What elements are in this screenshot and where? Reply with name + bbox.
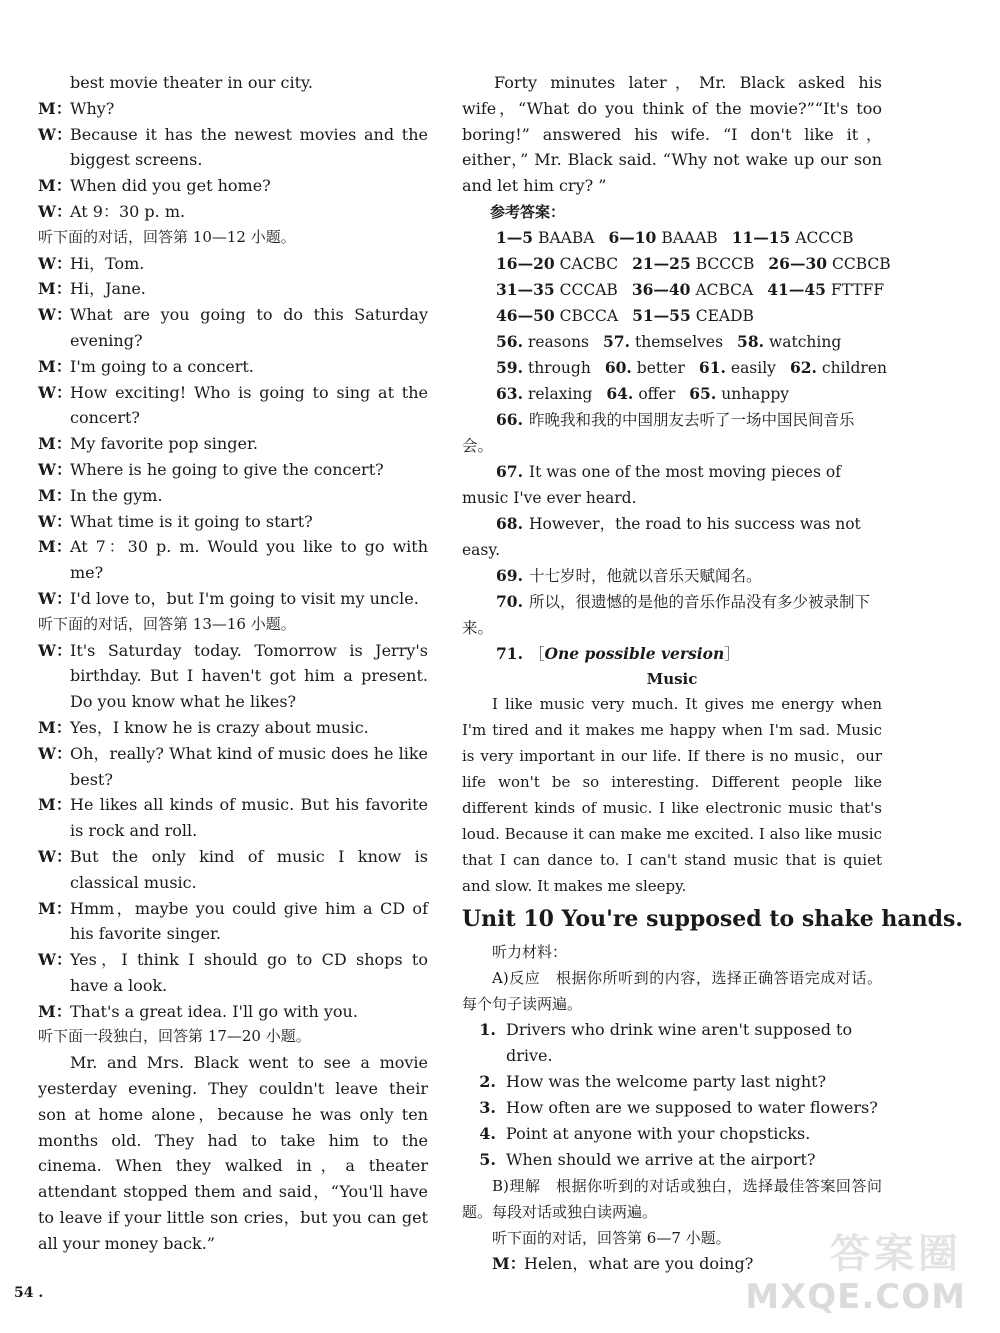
answer-range: 1—5 [496,227,534,247]
item-number: 66. [496,409,523,429]
answer-range: 51—55 [632,305,691,325]
answer-entry [496,307,618,325]
answer-range: 63. [496,383,523,403]
watermark-logo [745,1231,988,1327]
speaker: W： [38,382,72,402]
speaker: W： [38,201,72,221]
answer-range: 58. [737,331,765,351]
answer-line [462,303,882,329]
item-number: 67. [496,461,523,481]
dialog-line [38,483,428,509]
page-number: 54 . [14,1285,44,1301]
speaker: W： [38,640,72,660]
monologue-paragraph: Mr. and Mrs. Black went to see a movie yesterday evening. They couldn't leave their son at home alone，because he was only ten months old. They had to take him to the cinema. When they walked in，a theater attendant stopped them and said，“You'll have to leave if your little son cries，but you can get all your money back.” [38,1053,428,1253]
answer-value: children [821,358,887,377]
speaker: W： [38,743,72,763]
speaker: W： [38,459,72,479]
answer-entry [496,281,618,299]
answer-range: 56. [496,331,523,351]
answer-value: FTTFF [830,280,885,299]
answer-entry [632,255,754,273]
answer-value: through [527,358,591,377]
utterance: Because it has the newest movies and the biggest screens. [70,124,428,170]
answer-entry [496,359,591,377]
answer-entry [737,333,841,351]
listening-label: 听力材料： [492,942,568,961]
answer-value: relaxing [527,384,593,403]
answer-range: 31—35 [496,279,555,299]
answer-value: BCCCB [695,254,755,273]
question-number: 1. [479,1019,496,1039]
answer-entry [496,333,589,351]
dialog-line [38,431,428,457]
question-text: Point at anyone with your chopsticks. [506,1123,811,1143]
answer-item [462,511,882,563]
utterance: What time is it going to start? [70,511,313,531]
answer-range: 64. [606,383,634,403]
dialog-line [38,792,428,844]
answer-range: 62. [789,357,817,377]
speaker: M： [38,485,72,505]
answer-value: ACBCA [695,280,754,299]
answer-value: watching [769,332,842,351]
speaker: W： [38,124,72,144]
answer-entry [732,229,854,247]
essay-body: I like music very much. It gives me energy when I'm tired and it makes me happy when I'm sad. Music is very important in our life. If there is no music，our life won't be so interesting. Different people like different kinds of music. I like electronic music that's loud. Because it can make me excited. I also like music that I can dance to. I can't stand music that is quiet and slow. It makes me sleepy. [462,694,882,895]
question-text: Drivers who drink wine aren't supposed to drive. [506,1019,853,1065]
answer-range: 6—10 [608,227,657,247]
bracket-close: ］ [724,644,740,663]
dialog-line [38,302,428,354]
answer-entry [605,359,685,377]
question-text: How was the welcome party last night? [506,1071,827,1091]
question-text: How often are we supposed to water flowers? [506,1097,878,1117]
dialog-line [38,122,428,174]
dialog-line [38,457,428,483]
utterance: Where is he going to give the concert? [70,459,384,479]
answer-line [462,381,882,407]
speaker: M： [38,98,72,118]
answer-entry [767,281,884,299]
dialog-line [38,999,428,1025]
answer-value: CCBCB [832,254,891,273]
speaker: M： [38,1001,72,1021]
utterance: Yes，I know he is crazy about music. [70,717,369,737]
answer-entry [699,359,776,377]
answer-entry [603,333,723,351]
utterance: How exciting! Who is going to sing at the concert? [70,382,428,428]
answer-value: offer [638,384,676,403]
translation-items [462,407,882,641]
answer-item [462,563,882,589]
dialog-line [38,638,428,715]
answer-range: 36—40 [631,279,691,299]
answer-value: CACBC [559,254,619,273]
item-text: It was one of the most moving pieces of music I've ever heard. [462,462,841,507]
answer-entry [689,385,789,403]
question [462,1121,882,1147]
listening-instruction: 听下面的对话，回答第 10—12 小题。 [38,227,296,246]
answer-value: CEADB [695,306,754,325]
dialog-line [38,173,428,199]
utterance: Oh，really? What kind of music does he like best? [70,743,428,789]
dialog-line [38,586,428,612]
answer-entry [496,385,592,403]
story-ending: Forty minutes later，Mr. Black asked his wife，“What do you think of the movie?”“It's too boring!” answered his wife. “I don't like it，either，” Mr. Black said. “Why not wake up our son and let him cry? ” [462,73,882,196]
dialog-line [38,199,428,225]
answer-key [462,225,891,407]
utterance: Why? [70,98,115,118]
item-text: 昨晚我和我的中国朋友去听了一场中国民间音乐会。 [462,410,855,455]
answer-range: 65. [689,383,717,403]
question-text: When should we arrive at the airport? [506,1149,816,1169]
speaker: M： [38,279,72,299]
answer-entry [632,307,754,325]
section-b-instruction: B)理解 根据你听到的对话或独白，选择最佳答案回答问题。每段对话或独白读两遍。 [462,1176,882,1221]
unit-heading: Unit 10 You're supposed to shake hands. [462,905,964,932]
utterance: It's Saturday today. Tomorrow is Jerry's birthday. But I haven't got him a present. Do you know what he likes? [70,640,428,712]
answer-value: better [636,358,685,377]
answer-value: unhappy [721,384,790,403]
answer-item [462,459,882,511]
answer-range: 41—45 [767,279,826,299]
dialog-continuation: best movie theater in our city. [70,73,314,92]
utterance: Hi，Tom. [70,253,145,273]
instruction-6-7: 听下面的对话，回答第 6—7 小题。 [492,1228,731,1247]
answer-item [462,407,882,459]
answer-line [462,329,882,355]
utterance: Yes，I think I should go to CD shops to have a look. [70,950,428,995]
question-number: 5. [479,1149,496,1169]
dialog-line [38,251,428,277]
answer-line [462,251,891,277]
listening-instruction: 听下面一段独白，回答第 17—20 小题。 [38,1027,311,1046]
utterance: At 7：30 p. m. Would you like to go with me? [70,537,428,583]
utterance: What are you going to do this Saturday evening? [70,305,428,350]
utterance: Helen，what are you doing? [524,1253,754,1273]
question [462,1069,882,1095]
speaker: M： [38,356,72,376]
dialog-line [38,276,428,302]
answer-value: BAAAB [661,228,718,247]
answer-entry [632,281,753,299]
answer-range: 11—15 [731,227,791,247]
dialog-line [38,96,428,122]
dialog-line [38,380,428,432]
dialog-line [38,534,428,586]
answer-entry [790,359,887,377]
dialog-line [38,715,428,741]
utterance: I'm going to a concert. [70,356,254,376]
utterance: Hmm，maybe you could give him a CD of his favorite singer. [70,898,428,944]
utterance: In the gym. [70,485,163,505]
answer-range: 46—50 [496,305,555,325]
answer-entry [768,255,890,273]
speaker: W： [38,588,72,608]
speaker: M： [38,795,72,815]
speaker: M： [38,434,72,454]
item-text: 所以，很遗憾的是他的音乐作品没有多少被录制下来。 [462,592,870,637]
answer-value: ACCCB [795,228,854,247]
dialog-line [38,741,428,793]
item-text: 十七岁时，他就以音乐天赋闻名。 [528,566,762,585]
answer-value: themselves [634,332,724,351]
speaker: M： [38,176,72,196]
answer-line [462,225,882,251]
item-71 [462,641,882,667]
speaker: W： [38,305,72,325]
answer-range: 21—25 [632,253,691,273]
item-number: 70. [496,591,523,611]
answer-range: 57. [603,331,630,351]
speaker: M： [492,1253,526,1273]
answer-range: 26—30 [768,253,828,273]
question [462,1147,882,1173]
answer-range: 61. [698,357,726,377]
answer-value: CBCCA [559,306,619,325]
item-number: 68. [496,513,523,533]
speaker: W： [38,950,72,970]
question-list [462,1017,882,1173]
bracket-open: ［ [528,644,545,663]
question-number: 2. [479,1071,496,1091]
answer-range: 16—20 [496,253,555,273]
item-number: 71. [496,643,523,663]
answer-entry [496,255,618,273]
answer-range: 59. [496,357,523,377]
utterance: When did you get home? [70,176,271,196]
item-text: However，the road to his success was not easy. [462,514,861,559]
answer-value: reasons [527,332,590,351]
utterance: He likes all kinds of music. But his favorite is rock and roll. [70,795,428,841]
utterance: At 9：30 p. m. [70,201,186,221]
utterance: But the only kind of music I know is classical music. [70,846,428,892]
answer-value: BAABA [538,228,595,247]
utterance: That's a great idea. I'll go with you. [70,1001,358,1021]
utterance: Hi，Jane. [70,279,146,299]
watermark-en: MXQE.COM [745,1277,966,1317]
question [462,1095,882,1121]
speaker: M： [38,717,72,737]
watermark-cn: 答案圈 [830,1231,962,1277]
dialog-line [38,354,428,380]
utterance: My favorite pop singer. [70,434,258,454]
essay-title: Music [646,669,698,688]
answer-value: easily [730,358,776,377]
answer-item [462,589,882,641]
question-number: 3. [479,1097,496,1117]
speaker: M： [38,537,72,557]
answers-title: 参考答案： [490,202,566,221]
speaker: W： [38,253,72,273]
question [462,1017,882,1069]
answer-entry [608,229,717,247]
speaker: W： [38,846,72,866]
answer-line [462,355,887,381]
answer-range: 60. [604,357,632,377]
dialog-line [38,509,428,535]
utterance: I'd love to，but I'm going to visit my uncle. [70,588,419,608]
speaker: W： [38,511,72,531]
listening-instruction: 听下面的对话，回答第 13—16 小题。 [38,614,296,633]
section-a-instruction: A)反应 根据你所听到的内容，选择正确答语完成对话。每个句子读两遍。 [462,968,882,1013]
answer-line [462,277,885,303]
dialog-line [38,947,428,999]
speaker: M： [38,898,72,918]
question-number: 4. [479,1123,496,1143]
left-column [38,70,428,1257]
answer-entry [496,229,594,247]
dialog-line [38,896,428,948]
answer-value: CCCAB [559,280,618,299]
dialog-line [38,844,428,896]
item-number: 69. [496,565,523,585]
version-label: One possible version [544,643,725,663]
answer-entry [606,385,675,403]
